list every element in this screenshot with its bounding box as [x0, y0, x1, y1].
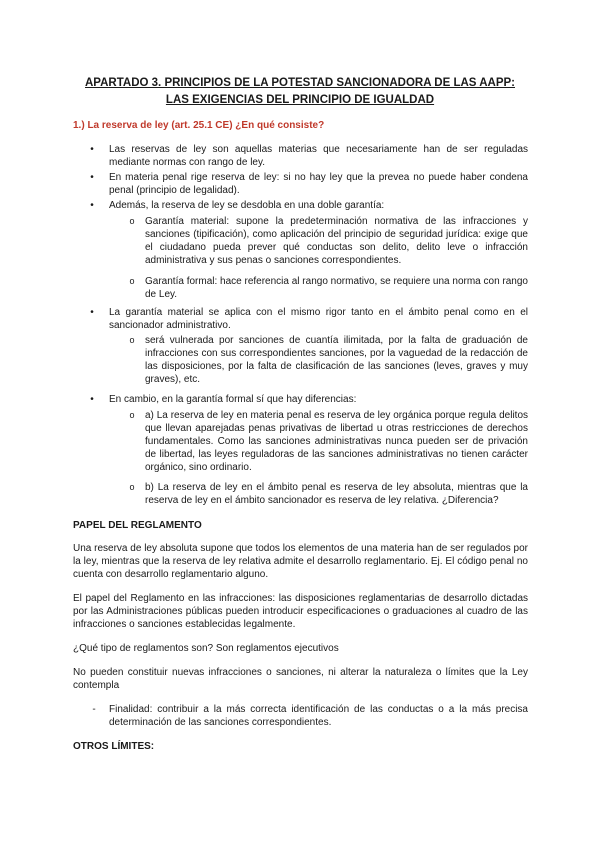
bullet-marker: •: [90, 307, 94, 318]
bullet-marker: •: [90, 172, 94, 183]
sub-bullet-marker: o: [129, 335, 135, 345]
paragraph-papel-reglamento: El papel del Reglamento en las infracciones: las disposiciones reglamentarias de desarrollo dictadas por las Administraciones públicas pueden introducir especificaciones o graduaciones al cuadro de las infracciones o sanciones establecidas legalmente.: [73, 593, 528, 630]
document-title-line-1: APARTADO 3. PRINCIPIOS DE LA POTESTAD SANCIONADORA DE LAS AAPP:: [85, 77, 515, 89]
paragraph-reserva-absoluta: Una reserva de ley absoluta supone que todos los elementos de una materia han de ser regulados por la ley, mientras que la reserva de ley relativa admite el desarrollo reglamentario. Ej. El código penal no cuenta con desarrollo reglamentario alguno.: [73, 543, 528, 580]
sub-bullet-marker: o: [129, 216, 135, 226]
bullet-marker: •: [90, 144, 94, 155]
bullet-item-3: Además, la reserva de ley se desdobla en una doble garantía:: [109, 200, 385, 211]
paragraph-tipo-reglamentos: ¿Qué tipo de reglamentos son? Son reglamentos ejecutivos: [73, 643, 339, 654]
bullet-item-1: Las reservas de ley son aquellas materias que necesariamente han de ser reguladas mediante normas con rango de ley.: [109, 144, 528, 168]
sub-bullet-3-1: Garantía material: supone la predeterminación normativa de las infracciones y sanciones (tipificación), como aplicación del principio de seguridad jurídica: exige que el ciudadano pueda prever qué conductas son delito, delito leve o infracción administrativa y sus penas o sanciones correspondientes.: [145, 216, 528, 266]
sub-bullet-marker: o: [129, 410, 135, 420]
bullet-marker: •: [90, 200, 94, 211]
sub-bullet-marker: o: [129, 482, 135, 492]
bullet-marker: •: [90, 394, 94, 405]
section-1-number: 1.): [73, 120, 85, 131]
section-1-heading: [73, 119, 324, 132]
papel-reglamento-heading: PAPEL DEL REGLAMENTO: [73, 520, 202, 531]
sub-bullet-4-1: será vulnerada por sanciones de cuantía ilimitada, por la falta de graduación de infracciones con sus correspondientes sanciones, por la vaguedad de la redacción de las disposiciones, por la falta de clasificación de las sanciones (leves, graves y muy graves), etc.: [145, 335, 528, 385]
sub-bullet-3-2: Garantía formal: hace referencia al rango normativo, se requiere una norma con rango de Ley.: [145, 276, 528, 300]
dash-marker: -: [92, 704, 96, 715]
paragraph-no-pueden: No pueden constituir nuevas infracciones o sanciones, ni alterar la naturaleza o límites que la Ley contempla: [73, 667, 528, 691]
otros-limites-heading: OTROS LÍMITES:: [73, 741, 155, 752]
sub-bullet-5-1: a) La reserva de ley en materia penal es reserva de ley orgánica porque regula delitos que llevan aparejadas penas privativas de libertad u otras restricciones de derechos fundamentales. Como las sanciones administrativas nunca pueden ser de privación de libertad, las leyes reguladoras de las sanciones administrativas no tienen carácter orgánico, sino ordinario.: [145, 410, 528, 473]
document-title-line-2: LAS EXIGENCIAS DEL PRINCIPIO DE IGUALDAD: [165, 94, 435, 106]
bullet-item-2: En materia penal rige reserva de ley: si no hay ley que la prevea no puede haber condena penal (principio de legalidad).: [109, 172, 528, 196]
sub-bullet-5-2: b) La reserva de ley en el ámbito penal es reserva de ley absoluta, mientras que la reserva de ley en el ámbito sancionador es reserva de ley relativa. ¿Diferencia?: [145, 482, 528, 506]
sub-bullet-marker: o: [129, 276, 135, 286]
dash-item-finalidad: Finalidad: contribuir a la más correcta identificación de las conductas o a la más precisa determinación de las sanciones correspondientes.: [109, 704, 528, 728]
bullet-item-5: En cambio, en la garantía formal sí que hay diferencias:: [109, 394, 357, 405]
bullet-item-4: La garantía material se aplica con el mismo rigor tanto en el ámbito penal como en el sancionador administrativo.: [109, 307, 528, 331]
section-1-heading-text: La reserva de ley (art. 25.1 CE) ¿En qué consiste?: [87, 120, 325, 131]
